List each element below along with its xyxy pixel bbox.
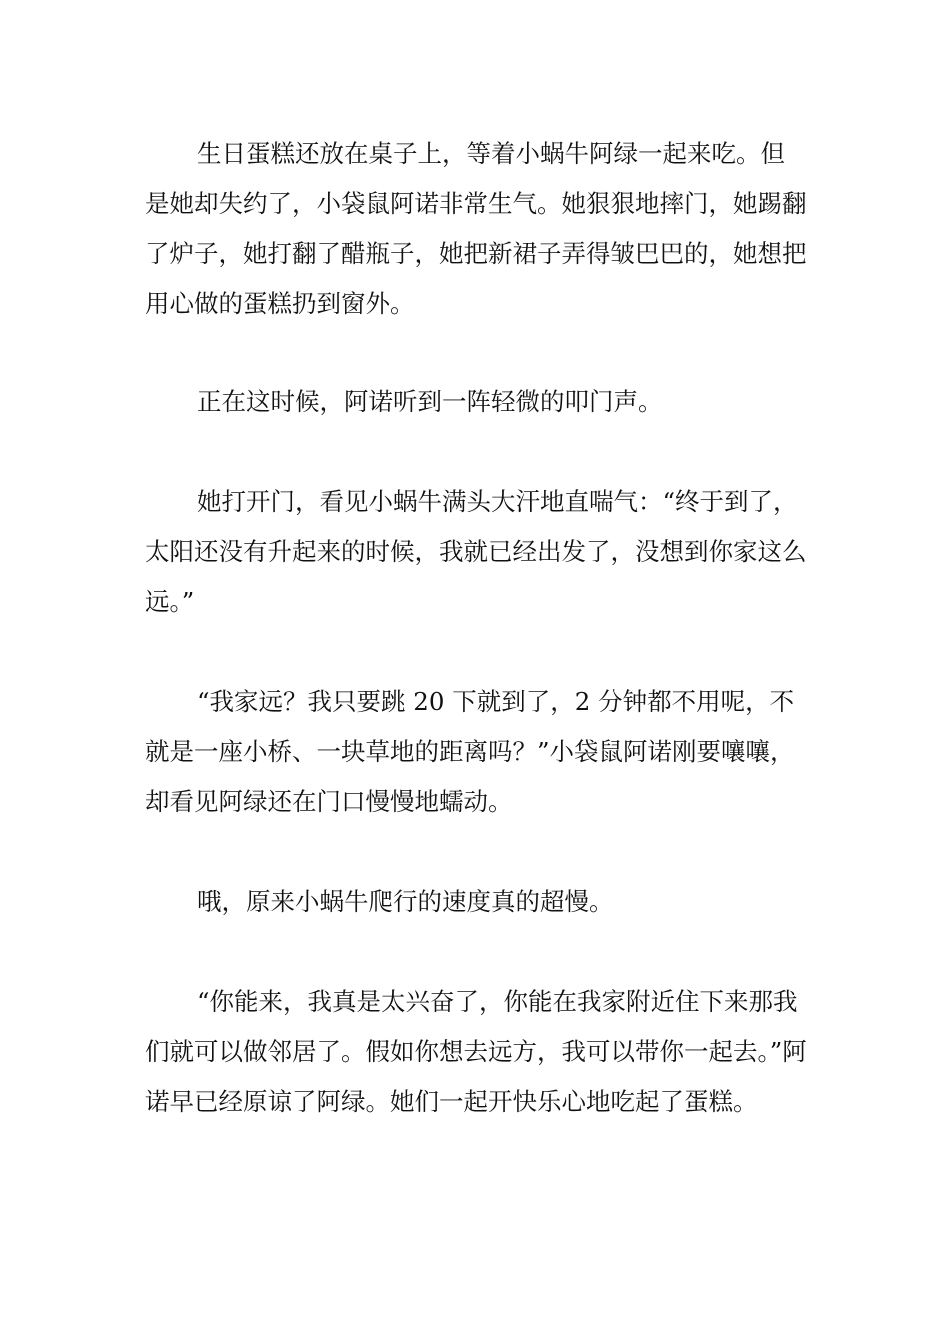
paragraph-2: 正在这时候，阿诺听到一阵轻微的叩门声。: [197, 387, 663, 416]
document-body: [145, 129, 807, 1127]
paragraph-1: 生日蛋糕还放在桌子上，等着小蜗牛阿绿一起来吃。但是她却失约了，小袋鼠阿诺非常生气。她狠狠地摔门，她踢翻了炉子，她打翻了醋瓶子，她把新裙子弄得皱巴巴的，她想把用心做的蛋糕扔到窗外。: [145, 139, 807, 318]
paragraph-6: “你能来，我真是太兴奋了，你能在我家附近住下来那我们就可以做邻居了。假如你想去远方，我可以带你一起去。”阿诺早已经原谅了阿绿。她们一起开快乐心地吃起了蛋糕。: [145, 987, 807, 1116]
paragraph-5: 哦，原来小蜗牛爬行的速度真的超慢。: [197, 887, 614, 916]
paragraph-3: 她打开门，看见小蜗牛满头大汗地直喘气：“终于到了，太阳还没有升起来的时候，我就已经出发了，没想到你家这么远。”: [145, 487, 807, 616]
paragraph-4: “我家远？我只要跳 20 下就到了，2 分钟都不用呢，不就是一座小桥、一块草地的距离吗？”小袋鼠阿诺刚要嚷嚷，却看见阿绿还在门口慢慢地蠕动。: [145, 687, 795, 816]
